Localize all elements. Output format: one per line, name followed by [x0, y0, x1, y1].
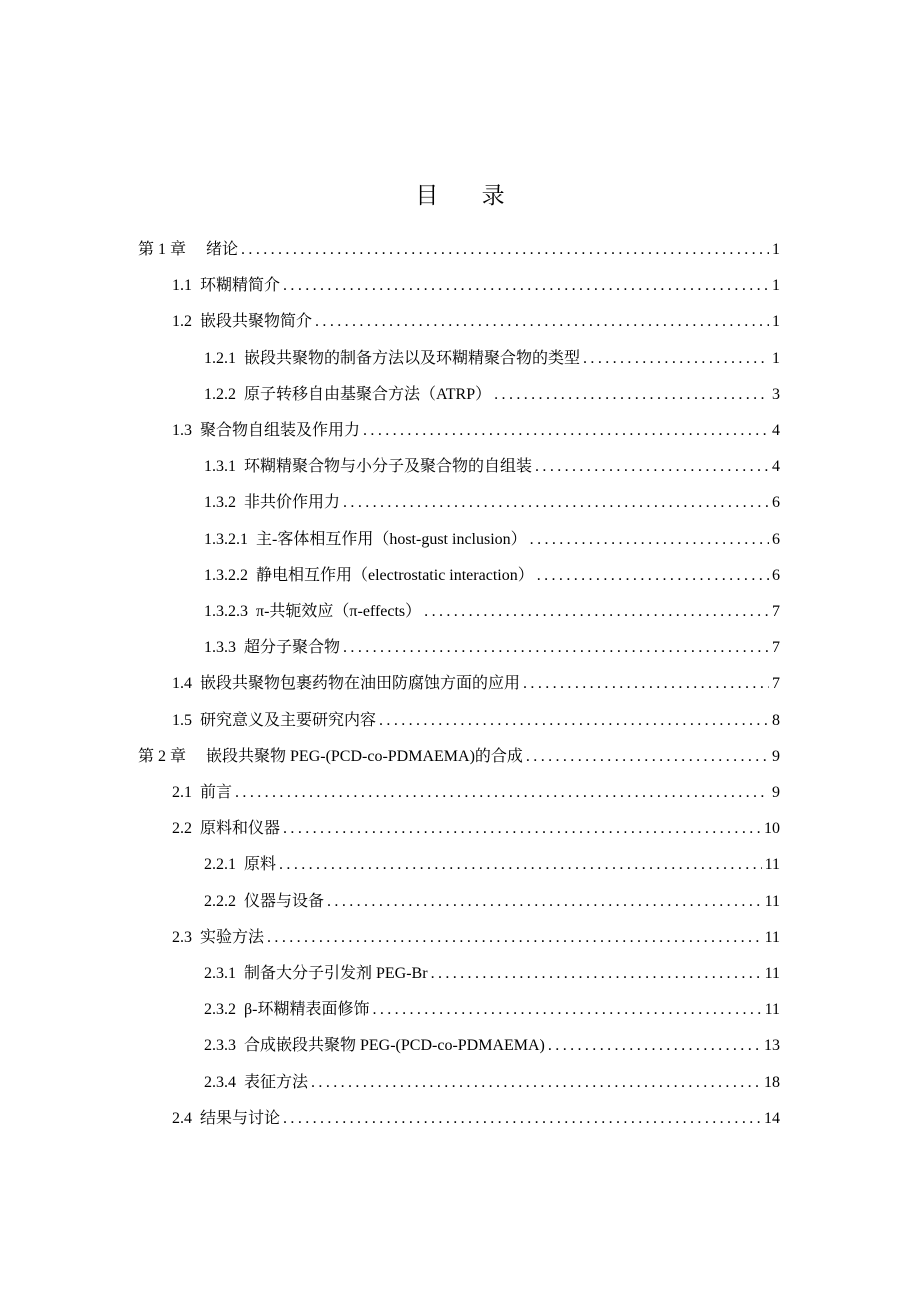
- toc-entry-label: [204, 455, 532, 479]
- toc-entry-number: 1.3.1: [204, 458, 236, 476]
- toc-page-number: 1: [772, 349, 780, 367]
- toc-entry-label: [204, 853, 276, 877]
- toc-entry-label: [172, 672, 520, 696]
- toc-entry-label: [204, 998, 369, 1022]
- toc-entry[interactable]: [138, 745, 780, 769]
- toc-entry-number: 2.3: [172, 928, 192, 946]
- toc-entry-number: 2.2.1: [204, 856, 236, 874]
- toc-entry-title: 聚合物自组装及作用力: [200, 422, 361, 439]
- toc-entry-number: 1.3.2.1: [204, 530, 248, 548]
- toc-entry-label: [204, 347, 580, 371]
- toc-entry-label: [204, 1034, 545, 1058]
- toc-entry-number: 2.4: [172, 1109, 192, 1127]
- toc-page-number: 6: [772, 566, 780, 584]
- toc-page-number: 13: [764, 1037, 780, 1055]
- toc-entry-number: 第 1 章: [138, 241, 187, 258]
- toc-entry-title: 非共价作用力: [244, 494, 341, 512]
- toc-dot-leader: [283, 1107, 761, 1131]
- toc-dot-leader: [526, 745, 769, 769]
- toc-entry[interactable]: [204, 1071, 780, 1095]
- toc-entry-number: 1.3.3: [204, 639, 236, 657]
- toc-entry-label: [204, 491, 340, 515]
- toc-entry-title: 静电相互作用（electrostatic interaction）: [256, 566, 534, 584]
- toc-page-number: 11: [764, 928, 780, 946]
- toc-page-number: 6: [772, 494, 780, 512]
- toc-entry[interactable]: [204, 962, 780, 986]
- toc-entry-number: 2.2.2: [204, 892, 236, 910]
- toc-entry[interactable]: [172, 419, 780, 443]
- toc-entry[interactable]: [204, 853, 780, 877]
- toc-entry-title: 环糊精简介: [200, 277, 281, 295]
- toc-page-number: 9: [772, 747, 780, 765]
- toc-page-number: 11: [764, 892, 780, 910]
- toc-page-number: 10: [764, 820, 780, 838]
- toc-entry-number: 2.3.4: [204, 1073, 236, 1091]
- toc-entry[interactable]: [204, 998, 780, 1022]
- toc-dot-leader: [523, 672, 769, 696]
- toc-entry-title: 原料和仪器: [200, 820, 281, 838]
- toc-entry-label: [204, 564, 534, 588]
- toc-page-number: 11: [764, 856, 780, 874]
- toc-entry-label: [172, 709, 376, 733]
- toc-dot-leader: [431, 962, 762, 986]
- toc-dot-leader: [379, 709, 769, 733]
- toc-entry[interactable]: [172, 926, 780, 950]
- toc-entry-title: 超分子聚合物: [244, 639, 341, 657]
- page-title: 目 录: [415, 183, 523, 209]
- toc-page-number: 7: [772, 603, 780, 620]
- toc-entry[interactable]: [204, 1034, 780, 1058]
- toc-entry-number: 2.3.1: [204, 965, 236, 982]
- toc-page-number: 7: [772, 675, 780, 693]
- toc-page-number: 11: [764, 965, 780, 982]
- toc-entry-title: 制备大分子引发剂 PEG-Br: [244, 965, 428, 982]
- toc-entry-label: [204, 600, 421, 624]
- toc-dot-leader: [530, 528, 769, 552]
- toc-entry-label: [172, 274, 280, 298]
- toc-page-number: 6: [772, 530, 780, 548]
- toc-entry-label: [138, 238, 238, 262]
- toc-dot-leader: [315, 310, 769, 334]
- toc-entry-title: 前言: [200, 784, 233, 801]
- toc-entry-number: 1.3.2: [204, 494, 236, 512]
- toc-entry-label: [172, 1107, 280, 1131]
- toc-page-number: 8: [772, 711, 780, 729]
- toc-entry[interactable]: [172, 709, 780, 733]
- toc-entry-number: 2.2: [172, 820, 192, 838]
- toc-page-number: 7: [772, 639, 780, 657]
- toc-dot-leader: [424, 600, 769, 624]
- toc-entry-label: [204, 636, 340, 660]
- toc-entry-title: 实验方法: [200, 928, 265, 946]
- toc-entry-title: 表征方法: [244, 1073, 309, 1091]
- toc-entry-label: [204, 890, 324, 914]
- toc-entry-number: 第 2 章: [138, 747, 187, 765]
- toc-entry-title: 合成嵌段共聚物 PEG-(PCD-co-PDMAEMA): [244, 1037, 545, 1055]
- toc-dot-leader: [535, 455, 769, 479]
- toc-dot-leader: [343, 636, 769, 660]
- toc-entry-title: 原料: [244, 856, 277, 874]
- toc-entry-label: [172, 817, 280, 841]
- toc-entry[interactable]: [172, 817, 780, 841]
- toc-entry-label: [204, 962, 428, 986]
- toc-entry[interactable]: [204, 383, 780, 407]
- toc-entry-title: 嵌段共聚物包裹药物在油田防腐蚀方面的应用: [200, 675, 521, 693]
- toc-entry-title: 仪器与设备: [244, 892, 325, 910]
- toc-dot-leader: [327, 890, 762, 914]
- toc-entry[interactable]: [204, 528, 780, 552]
- toc-entry[interactable]: [172, 1107, 780, 1131]
- toc-entry-title: π-共轭效应（π-effects）: [256, 603, 422, 620]
- toc-entry-number: 1.1: [172, 277, 192, 295]
- toc-page-number: 1: [772, 313, 780, 331]
- toc-entry-number: 1.3.2.3: [204, 603, 248, 620]
- toc-page-number: 4: [772, 422, 780, 439]
- toc-entry-title: 嵌段共聚物 PEG-(PCD-co-PDMAEMA)的合成: [206, 747, 523, 765]
- toc-dot-leader: [343, 491, 769, 515]
- toc-entry[interactable]: [172, 672, 780, 696]
- toc-dot-leader: [548, 1034, 761, 1058]
- toc-entry-number: 1.2: [172, 313, 192, 331]
- toc-entry-label: [172, 310, 312, 334]
- toc-page-number: 18: [764, 1073, 780, 1091]
- toc-entry-label: [204, 1071, 308, 1095]
- toc-entry-title: β-环糊精表面修饰: [244, 1001, 370, 1019]
- toc-entry-title: 原子转移自由基聚合方法（ATRP）: [244, 385, 492, 403]
- toc-entry-number: 2.3.2: [204, 1001, 236, 1019]
- toc-entry-title: 研究意义及主要研究内容: [200, 711, 377, 729]
- toc-dot-leader: [267, 926, 762, 950]
- toc-entry-number: 1.4: [172, 675, 192, 693]
- toc-entry-number: 1.3: [172, 422, 192, 439]
- toc-entry-label: [172, 926, 264, 950]
- toc-entry-number: 2.3.3: [204, 1037, 236, 1055]
- toc-entry[interactable]: [204, 455, 780, 479]
- toc-entry-number: 1.2.1: [204, 349, 236, 367]
- toc-entry-number: 1.5: [172, 711, 192, 729]
- toc-entry[interactable]: [172, 274, 780, 298]
- toc-entry-number: 2.1: [172, 784, 192, 801]
- toc-page-number: 1: [772, 277, 780, 295]
- toc-dot-leader: [279, 853, 762, 877]
- toc-dot-leader: [241, 238, 769, 262]
- toc-entry-number: 1.3.2.2: [204, 566, 248, 584]
- toc-dot-leader: [235, 781, 769, 805]
- toc-dot-leader: [537, 564, 769, 588]
- toc-page-number: 9: [772, 784, 780, 801]
- toc-entry-label: [204, 383, 491, 407]
- toc-dot-leader: [363, 419, 769, 443]
- toc-entry-title: 绪论: [206, 241, 239, 258]
- toc-entry[interactable]: [204, 636, 780, 660]
- toc-entry[interactable]: [172, 781, 780, 805]
- toc-dot-leader: [372, 998, 761, 1022]
- toc-page-number: 3: [772, 385, 780, 403]
- toc-entry[interactable]: [172, 310, 780, 334]
- toc-entry-label: [138, 745, 523, 769]
- toc-entry[interactable]: [204, 347, 780, 371]
- toc-dot-leader: [283, 817, 761, 841]
- toc-page-number: 11: [764, 1001, 780, 1019]
- toc-entry-title: 嵌段共聚物的制备方法以及环糊精聚合物的类型: [244, 349, 581, 367]
- toc-entry-title: 结果与讨论: [200, 1109, 281, 1127]
- toc-dot-leader: [283, 274, 769, 298]
- toc-page-number: 1: [772, 241, 780, 258]
- toc-entry[interactable]: [138, 238, 780, 262]
- toc-page-number: 14: [764, 1109, 780, 1127]
- toc-entry-label: [204, 528, 527, 552]
- toc-dot-leader: [311, 1071, 761, 1095]
- toc-entry[interactable]: [204, 890, 780, 914]
- toc-dot-leader: [583, 347, 769, 371]
- toc-page-number: 4: [772, 458, 780, 476]
- toc-dot-leader: [494, 383, 769, 407]
- toc-entry-label: [172, 781, 232, 805]
- toc-entry[interactable]: [204, 564, 780, 588]
- toc-entry[interactable]: [204, 491, 780, 515]
- toc-entry-title: 嵌段共聚物简介: [200, 313, 313, 331]
- toc-entry[interactable]: [204, 600, 780, 624]
- toc-entry-title: 环糊精聚合物与小分子及聚合物的自组装: [244, 458, 533, 476]
- toc-entry-number: 1.2.2: [204, 385, 236, 403]
- toc-entry-title: 主-客体相互作用（host-gust inclusion）: [256, 530, 527, 548]
- toc-entry-label: [172, 419, 360, 443]
